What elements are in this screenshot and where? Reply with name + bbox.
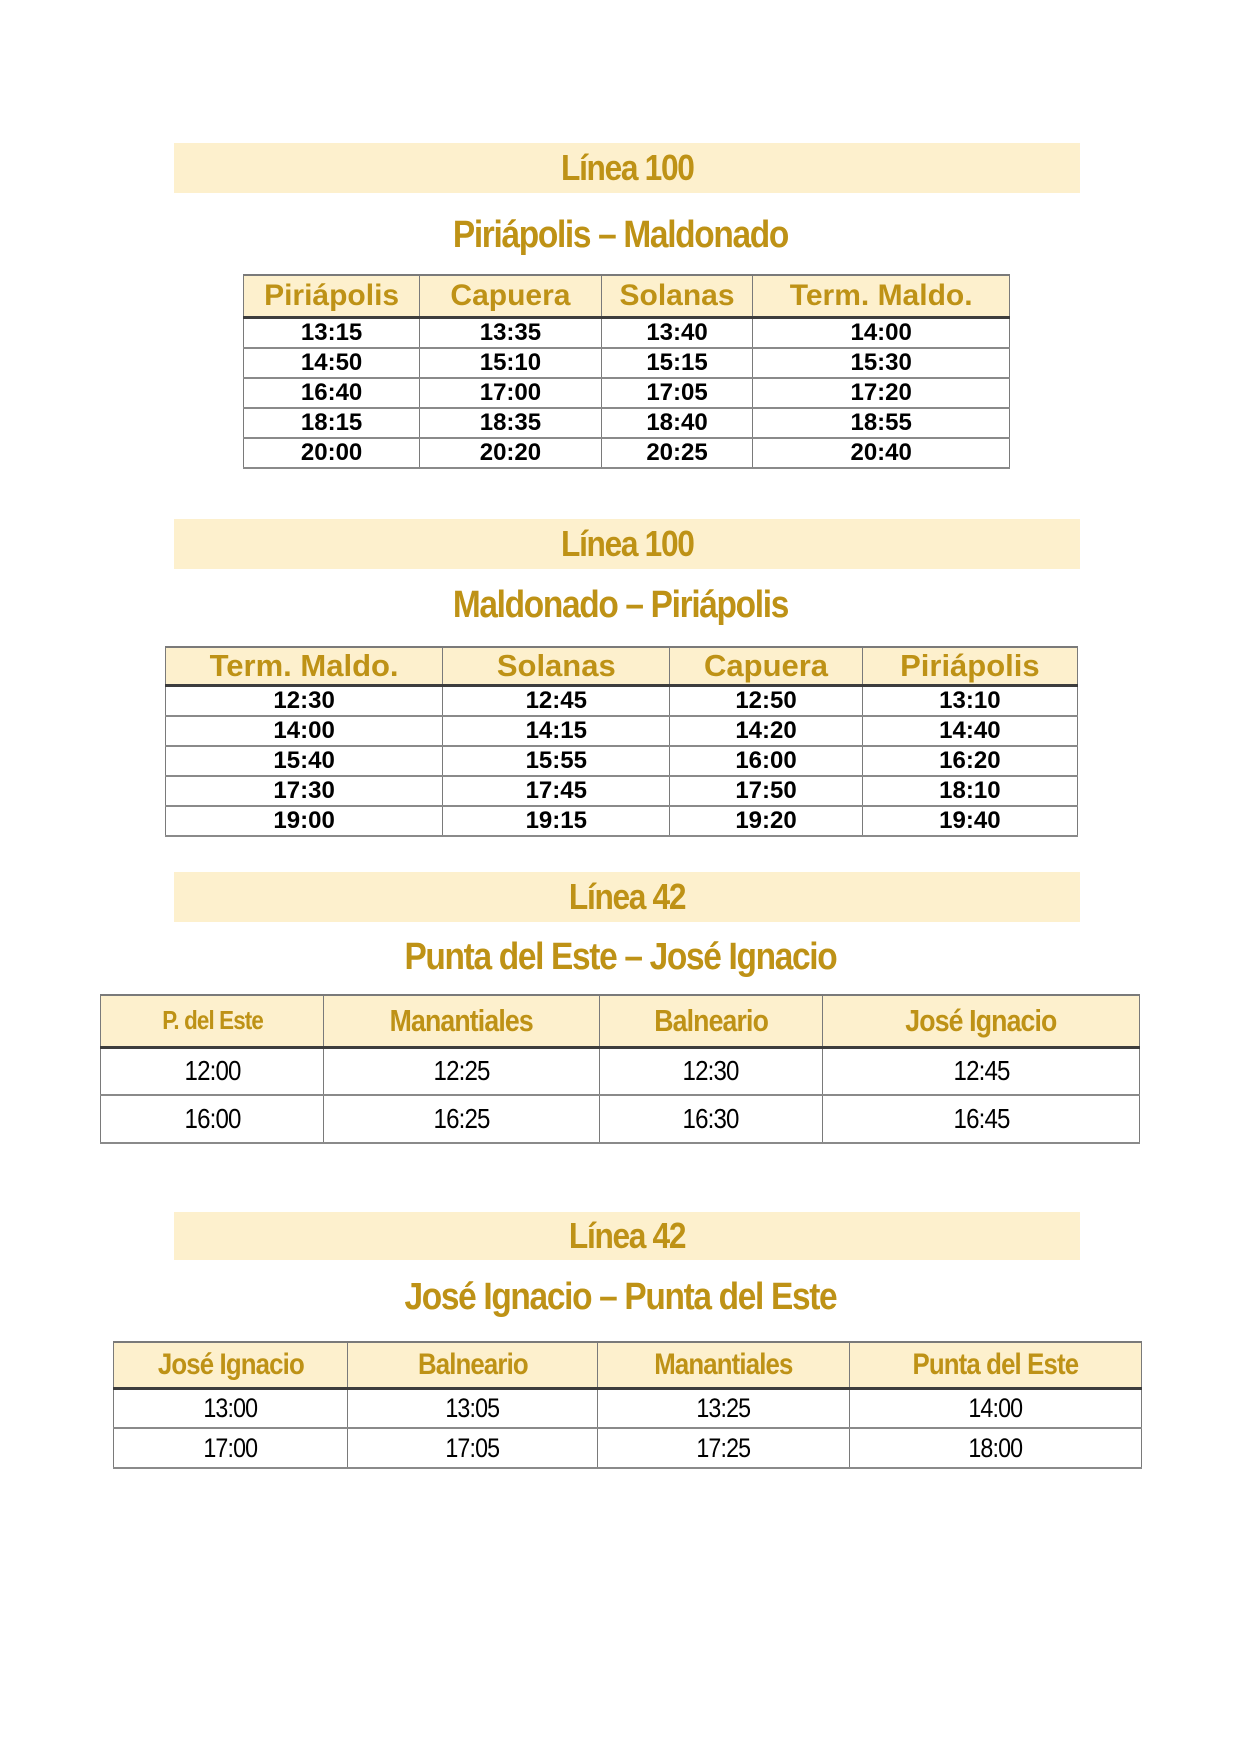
time-cell	[443, 716, 670, 746]
time-cell	[753, 348, 1010, 378]
time-value: 14:40	[939, 717, 1001, 744]
line-band-label: Línea 100	[560, 523, 694, 564]
time-value: 13:25	[696, 1392, 751, 1423]
time-cell	[348, 1428, 598, 1468]
timetable-joseignacio-puntadeleste	[113, 1341, 1142, 1469]
time-cell	[166, 806, 443, 836]
timetable-puntadeleste-joseignacio	[100, 994, 1140, 1144]
time-value: 12:45	[953, 1055, 1010, 1087]
time-cell	[862, 686, 1077, 717]
time-row	[114, 1388, 1142, 1428]
column-header	[420, 275, 602, 317]
time-row	[101, 1095, 1140, 1143]
time-value: 18:55	[850, 408, 912, 436]
header-row	[114, 1342, 1142, 1388]
timetable-piriapolis-maldonado	[243, 274, 1010, 469]
header-row	[101, 995, 1140, 1047]
time-value: 12:00	[184, 1055, 241, 1087]
time-value: 20:40	[850, 438, 912, 466]
line-band	[174, 872, 1080, 922]
time-cell	[601, 378, 753, 408]
column-header	[753, 275, 1010, 317]
header-row	[244, 275, 1010, 317]
time-value: 14:00	[273, 717, 335, 744]
time-value: 17:45	[525, 777, 587, 804]
time-cell	[443, 806, 670, 836]
time-value: 15:40	[273, 747, 335, 774]
time-cell	[166, 686, 443, 717]
time-value: 14:15	[525, 717, 587, 744]
column-header-label: Piriápolis	[264, 278, 400, 312]
column-header-label: Punta del Este	[912, 1347, 1079, 1381]
time-value: 14:00	[850, 318, 912, 346]
time-cell	[753, 408, 1010, 438]
column-header-label: Capuera	[704, 648, 829, 683]
time-cell	[420, 408, 602, 438]
column-header-label: José Ignacio	[157, 1347, 304, 1381]
column-header	[598, 1342, 850, 1388]
time-cell	[443, 746, 670, 776]
column-header-label: Solanas	[619, 278, 735, 312]
time-row	[114, 1428, 1142, 1468]
time-cell	[862, 716, 1077, 746]
time-value: 19:00	[273, 807, 335, 834]
time-cell	[244, 438, 420, 468]
time-cell	[862, 776, 1077, 806]
time-cell	[166, 746, 443, 776]
time-value: 19:40	[939, 807, 1001, 834]
time-row	[244, 348, 1010, 378]
time-cell	[599, 1047, 822, 1095]
column-header-label: Term. Maldo.	[789, 278, 973, 312]
column-header	[324, 995, 599, 1047]
time-cell	[324, 1047, 599, 1095]
column-header-label: Manantiales	[389, 1002, 534, 1038]
line-band-label: Línea 100	[560, 147, 694, 188]
time-cell	[823, 1047, 1140, 1095]
time-row	[166, 716, 1078, 746]
time-cell	[420, 317, 602, 348]
time-row	[166, 746, 1078, 776]
route-title-text: José Ignacio – Punta del Este	[404, 1276, 837, 1318]
time-cell	[244, 317, 420, 348]
time-value: 18:15	[300, 408, 363, 436]
time-value: 12:25	[433, 1055, 490, 1087]
time-cell	[670, 686, 862, 717]
time-value: 16:30	[682, 1103, 739, 1134]
column-header	[599, 995, 822, 1047]
time-value: 17:05	[445, 1432, 500, 1463]
time-cell	[850, 1388, 1142, 1428]
time-value: 16:40	[300, 378, 363, 406]
time-row	[166, 776, 1078, 806]
time-cell	[670, 806, 862, 836]
time-value: 16:45	[953, 1103, 1010, 1134]
column-header	[850, 1342, 1142, 1388]
time-value: 16:00	[735, 747, 797, 774]
time-cell	[598, 1388, 850, 1428]
time-value: 13:00	[203, 1392, 258, 1423]
timetable-maldonado-piriapolis	[165, 646, 1078, 837]
time-value: 16:25	[433, 1103, 490, 1134]
column-header-label: Solanas	[496, 648, 616, 683]
time-value: 19:20	[735, 807, 797, 834]
time-cell	[601, 317, 753, 348]
column-header	[114, 1342, 348, 1388]
time-cell	[753, 378, 1010, 408]
line-band-label: Línea 42	[568, 876, 686, 917]
time-cell	[862, 746, 1077, 776]
time-cell	[244, 348, 420, 378]
column-header-label: Balneario	[654, 1002, 768, 1038]
time-value: 13:40	[646, 318, 708, 346]
route-title-text: Piriápolis – Maldonado	[452, 214, 789, 256]
time-cell	[324, 1095, 599, 1143]
time-row	[244, 378, 1010, 408]
route-title-text: Punta del Este – José Ignacio	[404, 936, 837, 978]
time-value: 17:05	[646, 378, 708, 406]
time-value: 17:00	[203, 1432, 258, 1463]
column-header	[348, 1342, 598, 1388]
column-header-label: José Ignacio	[905, 1002, 1057, 1038]
header-row	[166, 647, 1078, 686]
time-cell	[670, 776, 862, 806]
time-cell	[244, 408, 420, 438]
column-header-label: Term. Maldo.	[209, 648, 399, 683]
time-value: 16:00	[184, 1103, 241, 1134]
time-value: 16:20	[939, 747, 1001, 774]
time-value: 18:40	[646, 408, 708, 436]
time-cell	[862, 806, 1077, 836]
time-cell	[166, 776, 443, 806]
time-value: 14:50	[300, 348, 363, 376]
column-header	[166, 647, 443, 686]
time-row	[244, 408, 1010, 438]
time-cell	[598, 1428, 850, 1468]
time-value: 18:10	[939, 777, 1001, 804]
route-title-text: Maldonado – Piriápolis	[452, 584, 789, 626]
time-row	[101, 1047, 1140, 1095]
column-header	[101, 995, 324, 1047]
time-value: 20:00	[300, 438, 363, 466]
column-header-label: P. del Este	[161, 1005, 263, 1036]
column-header	[244, 275, 420, 317]
time-cell	[348, 1388, 598, 1428]
time-cell	[599, 1095, 822, 1143]
time-value: 17:30	[273, 777, 335, 804]
time-value: 20:25	[646, 438, 708, 466]
time-value: 13:10	[939, 687, 1001, 714]
line-band	[174, 519, 1080, 569]
column-header-label: Piriápolis	[900, 648, 1040, 683]
time-cell	[443, 686, 670, 717]
route-title	[0, 584, 1241, 628]
column-header	[823, 995, 1140, 1047]
time-cell	[601, 408, 753, 438]
time-value: 15:55	[525, 747, 587, 774]
column-header-label: Balneario	[417, 1347, 528, 1381]
time-cell	[670, 746, 862, 776]
time-cell	[114, 1388, 348, 1428]
time-value: 12:45	[525, 687, 587, 714]
time-cell	[601, 438, 753, 468]
time-value: 18:35	[479, 408, 542, 436]
time-value: 13:15	[300, 318, 363, 346]
time-cell	[420, 378, 602, 408]
time-row	[166, 686, 1078, 717]
column-header	[862, 647, 1077, 686]
line-band	[174, 1212, 1080, 1260]
time-value: 18:00	[968, 1432, 1023, 1463]
time-cell	[244, 378, 420, 408]
time-cell	[670, 716, 862, 746]
time-value: 17:25	[696, 1432, 751, 1463]
time-cell	[850, 1428, 1142, 1468]
time-value: 15:15	[646, 348, 708, 376]
column-header	[443, 647, 670, 686]
time-cell	[823, 1095, 1140, 1143]
column-header	[601, 275, 753, 317]
time-value: 15:30	[850, 348, 912, 376]
time-cell	[420, 348, 602, 378]
time-value: 17:20	[850, 378, 912, 406]
column-header-label: Manantiales	[654, 1347, 793, 1381]
time-cell	[443, 776, 670, 806]
time-cell	[166, 716, 443, 746]
time-value: 14:00	[968, 1392, 1023, 1423]
time-cell	[753, 438, 1010, 468]
time-value: 19:15	[525, 807, 587, 834]
time-value: 13:05	[445, 1392, 500, 1423]
time-cell	[101, 1047, 324, 1095]
route-title	[0, 936, 1241, 980]
time-value: 15:10	[479, 348, 542, 376]
time-cell	[601, 348, 753, 378]
time-cell	[420, 438, 602, 468]
line-band-label: Línea 42	[568, 1215, 686, 1256]
time-cell	[753, 317, 1010, 348]
column-header	[670, 647, 862, 686]
route-title	[0, 1276, 1241, 1320]
time-value: 12:30	[682, 1055, 739, 1087]
time-value: 17:00	[479, 378, 542, 406]
route-title	[0, 214, 1241, 258]
time-row	[244, 317, 1010, 348]
time-value: 13:35	[479, 318, 542, 346]
time-value: 12:30	[273, 687, 335, 714]
time-cell	[114, 1428, 348, 1468]
time-cell	[101, 1095, 324, 1143]
line-band	[174, 143, 1080, 193]
time-value: 12:50	[735, 687, 797, 714]
time-value: 17:50	[735, 777, 797, 804]
time-value: 20:20	[479, 438, 542, 466]
time-value: 14:20	[735, 717, 797, 744]
column-header-label: Capuera	[450, 278, 571, 312]
time-row	[244, 438, 1010, 468]
time-row	[166, 806, 1078, 836]
